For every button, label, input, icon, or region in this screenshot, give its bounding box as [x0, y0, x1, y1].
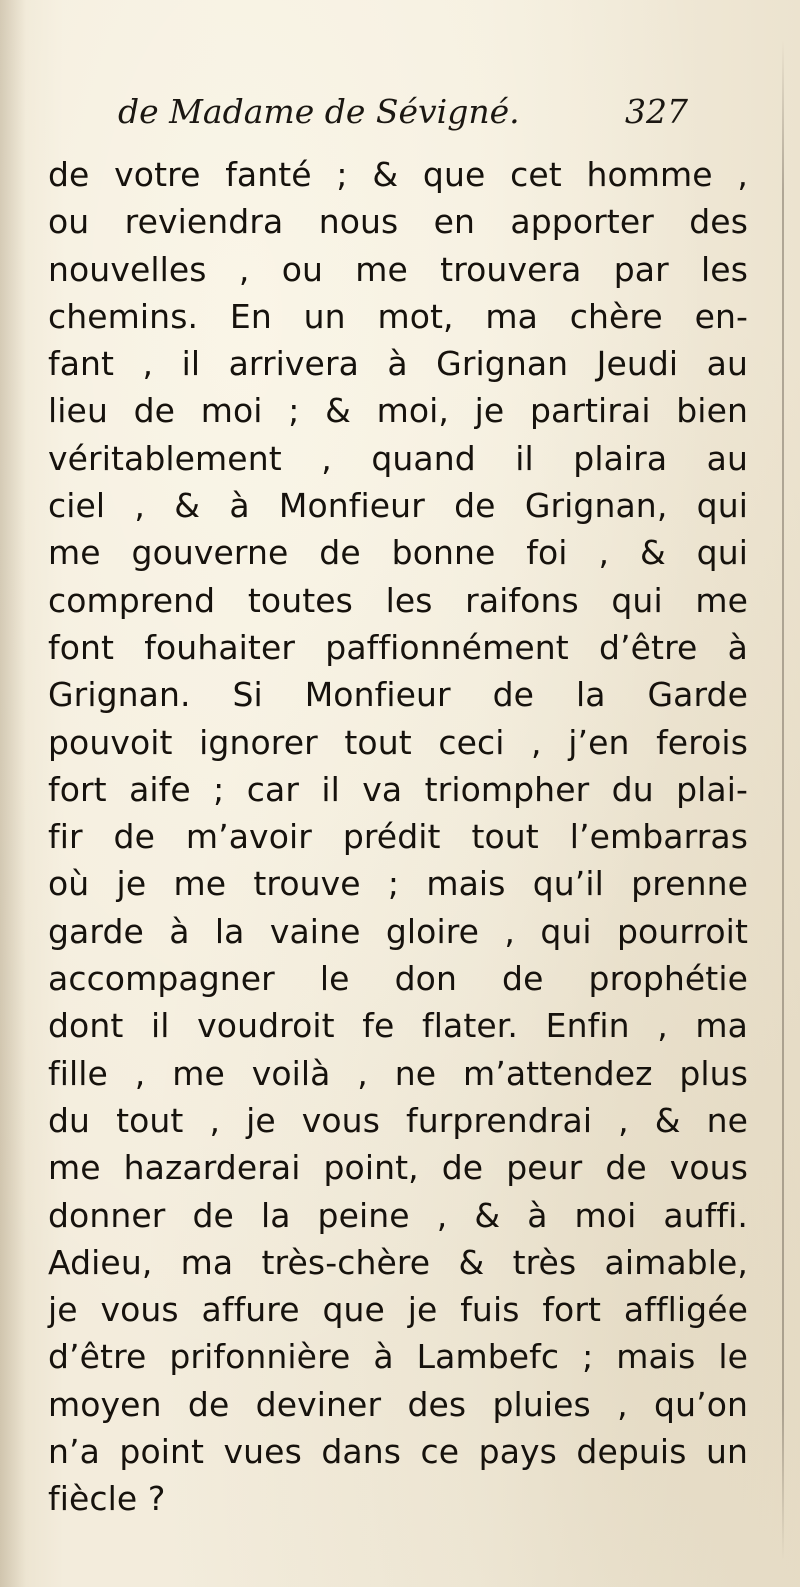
- text-line: fant , il arrivera à Grignan Jeudi au: [48, 344, 748, 384]
- text-line: me gouverne de bonne foi , & qui: [48, 533, 748, 573]
- text-line: Grignan. Si Monfieur de la Garde: [48, 675, 748, 715]
- text-line: dont il voudroit fe flater. Enfin , ma: [48, 1006, 748, 1046]
- text-line: lieu de moi ; & moi, je partirai bien: [48, 391, 748, 431]
- text-line: fort aife ; car il va triompher du plai-: [48, 769, 748, 809]
- text-line: du tout , je vous furprendrai , & ne: [48, 1100, 748, 1140]
- binding-shadow: [0, 0, 26, 1587]
- page-header: [118, 92, 688, 152]
- running-head: de Madame de Sévigné.: [118, 92, 520, 131]
- text-line: pouvoit ignorer tout ceci , j’en ferois: [48, 722, 748, 762]
- text-line: moyen de deviner des pluies , qu’on: [48, 1384, 748, 1424]
- text-line: fir de m’avoir prédit tout l’embarras: [48, 817, 748, 857]
- body-text: [48, 151, 748, 1523]
- page-edge: [782, 40, 784, 1560]
- text-line: n’a point vues dans ce pays depuis un: [48, 1432, 748, 1472]
- page-number: 327: [625, 92, 688, 131]
- text-line: accompagner le don de prophétie: [48, 959, 748, 999]
- text-line: je vous affure que je fuis fort affligée: [48, 1290, 748, 1330]
- text-line: d’être prifonnière à Lambefc ; mais le: [48, 1337, 748, 1377]
- text-line: de votre fanté ; & que cet homme ,: [48, 155, 748, 194]
- text-line: chemins. En un mot, ma chère en-: [48, 296, 748, 336]
- text-line: me hazarderai point, de peur de vous: [48, 1148, 748, 1188]
- text-line: véritablement , quand il plaira au: [48, 438, 748, 478]
- text-line: fille , me voilà , ne m’attendez plus: [48, 1053, 748, 1093]
- text-line: Adieu, ma très-chère & très aimable,: [48, 1242, 748, 1282]
- text-line: ou reviendra nous en apporter des: [48, 202, 748, 242]
- text-line: où je me trouve ; mais qu’il prenne: [48, 864, 748, 904]
- text-line: comprend toutes les raifons qui me: [48, 580, 748, 620]
- text-line: nouvelles , ou me trouvera par les: [48, 249, 748, 289]
- text-line: garde à la vaine gloire , qui pourroit: [48, 911, 748, 951]
- text-line: fiècle ?: [48, 1479, 166, 1519]
- text-line: ciel , & à Monfieur de Grignan, qui: [48, 486, 748, 526]
- text-line: donner de la peine , & à moi auffi.: [48, 1195, 748, 1235]
- text-line: font fouhaiter paffionnément d’être à: [48, 627, 748, 667]
